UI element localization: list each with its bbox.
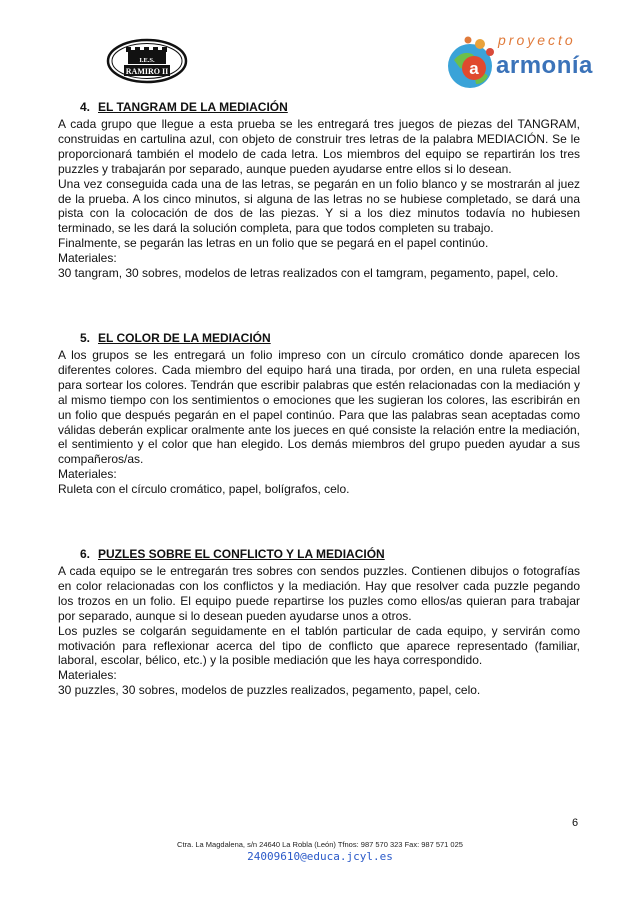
paragraph: Materiales: [58, 467, 117, 482]
globe-icon [444, 30, 500, 92]
paragraph: 30 tangram, 30 sobres, modelos de letras realizados con el tamgram, pegamento, papel, celo. [58, 266, 559, 281]
svg-text:a: a [469, 59, 479, 78]
logo-left-top-text: I.E.S. [139, 57, 155, 64]
document-body [58, 100, 580, 698]
paragraph: A los grupos se les entregará un folio impreso con un círculo cromático donde aparecen los diferentes colores. Cada miembro del equipo hará una tirada, por orden, en una ruleta especial para sortear los colores. Tendrán que escribir palabras que estén relacionadas con la mediación y al mismo tiempo con los sentimientos o emociones que les sugieran los colores, las escribirán en un folio que después pegarán en el papel continúo. Para que las palabras sean aceptadas como válidas deberán explicar oralmente ante los jueces en qué consiste la relación entre la mediación, el sentimiento y el color que han elegido. Los demás miembros del grupo pueden ayudar a sus compañeros/as. [58, 347, 580, 467]
paragraph: Finalmente, se pegarán las letras en un folio que se pegará en el papel continúo. [58, 236, 489, 251]
paragraph: 30 puzzles, 30 sobres, modelos de puzzles realizados, pegamento, papel, celo. [58, 683, 481, 698]
project-logo [444, 30, 594, 92]
section-tangram [58, 100, 580, 281]
paragraph: A cada grupo que llegue a esta prueba se les entregará tres juegos de piezas del TANGRAM, construidas en cartulina azul, con objeto de construir tres letras de la palabra MEDIACIÓN. Se le proporcionará también el modelo de cada letra. Los miembros del equipo se repartirán los tres puzzles y trabajarán por separado, aunque pueden ayudarse entre ellos si lo desean. [58, 117, 580, 176]
paragraph: Materiales: [58, 668, 117, 683]
page-number: 6 [572, 817, 579, 829]
section-title: 5. EL COLOR DE LA MEDIACIÓN [80, 330, 271, 345]
section-title: 6. PUZLES SOBRE EL CONFLICTO Y LA MEDIACIÓN [80, 547, 385, 562]
logo-right-main-text: armonía [496, 52, 593, 79]
paragraph: Los puzles se colgarán seguidamente en el tablón particular de cada equipo, y servirán como motivación para reflexionar acerca del tipo de conflicto que aparece representado (familiar, laboral, escolar, bélico, etc.) y la posible mediación que les haya correspondido. [58, 623, 580, 668]
paragraph: Ruleta con el círculo cromático, papel, bolígrafos, celo. [58, 482, 350, 497]
paragraph: A cada equipo se le entregarán tres sobres con sendos puzzles. Contienen dibujos o fotografías en color relacionadas con los conflictos y la mediación. Hay que resolver cada puzzle pegando los trozos en un folio. El equipo puede repartirse los puzles como ellos/as quieran para trabajar por separado, aunque si lo desean pueden ayudarse unos a otros. [58, 564, 580, 623]
section-title: 4. EL TANGRAM DE LA MEDIACIÓN [80, 100, 288, 114]
footer-email-link[interactable]: 24009610@educa.jcyl.es [247, 850, 393, 863]
school-seal-icon [106, 38, 188, 84]
school-logo [106, 38, 188, 84]
logo-right-top-text: proyecto [498, 32, 576, 48]
paragraph: Una vez conseguida cada una de las letras, se pegarán en un folio blanco y se mostrarán al juez de la prueba. A los cinco minutos, si alguna de las letras no se hubiese completado, se dará una pista con la colocación de dos de las piezas. Y si a los diez minutos todavía no hubiesen terminado, se les dará la solución completa, para que todos completen su trabajo. [58, 176, 580, 236]
footer-address: Ctra. La Magdalena, s/n 24640 La Robla (León) Tfnos: 987 570 323 Fax: 987 571 025 [177, 840, 463, 849]
section-color [58, 331, 580, 497]
section-puzzles [58, 547, 580, 698]
logo-left-bottom-text: RAMIRO II [125, 67, 169, 76]
paragraph: Materiales: [58, 251, 117, 266]
